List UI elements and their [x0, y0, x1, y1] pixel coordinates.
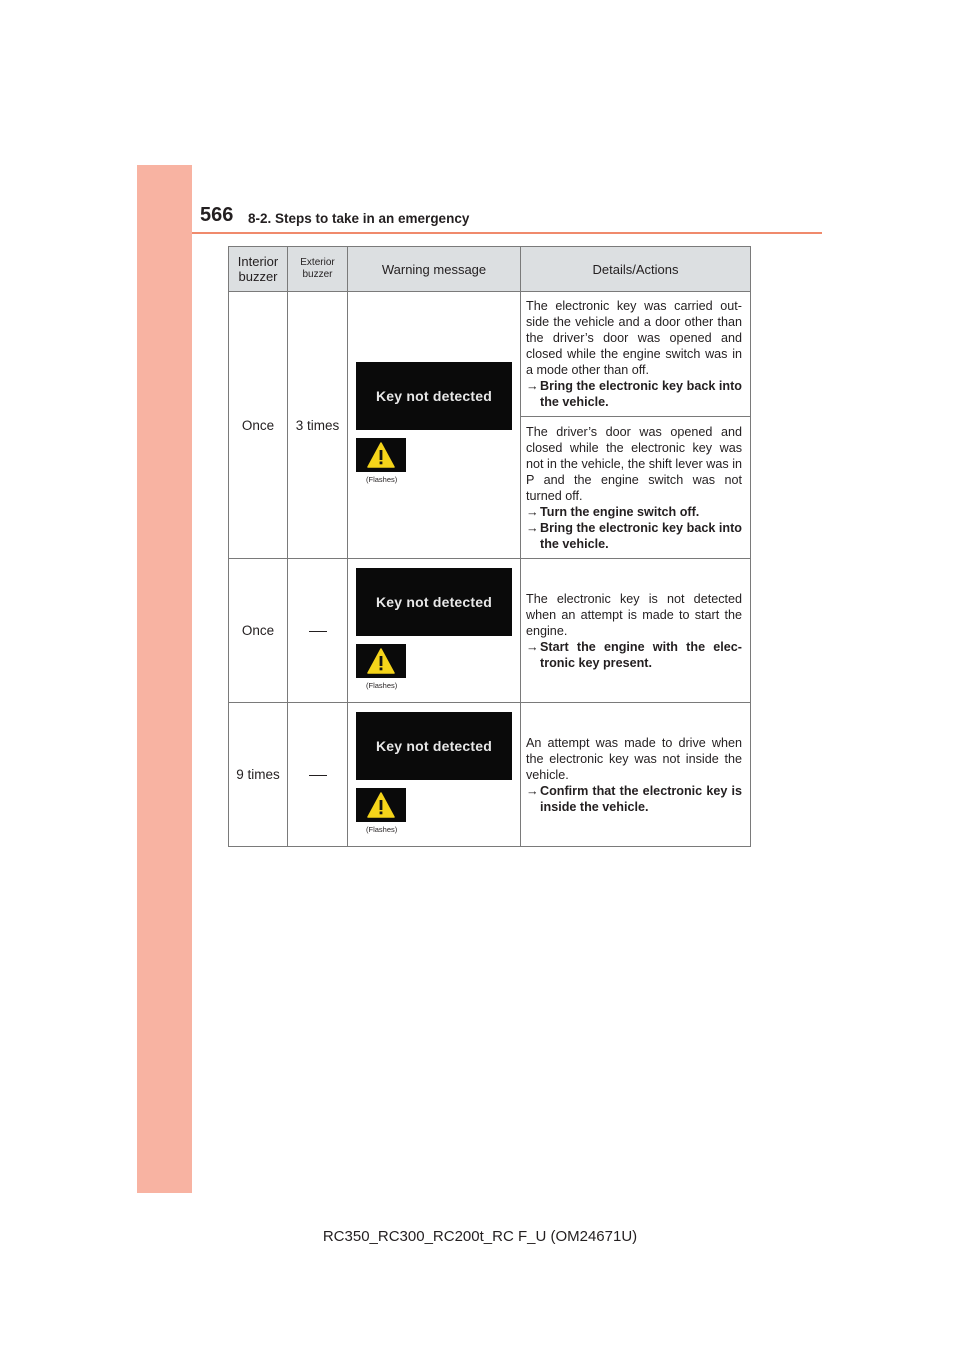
- detail-text: The electronic key is not detected when an attempt is made to start the engine.: [526, 591, 742, 638]
- table-row: [229, 703, 751, 847]
- model-code-footer: RC350_RC300_RC200t_RC F_U (OM24671U): [322, 1228, 638, 1245]
- detail-cell: [521, 703, 751, 847]
- col-exterior-buzzer: Exterior buzzer: [288, 247, 348, 292]
- arrow-icon: →: [526, 379, 539, 393]
- action-item: [526, 520, 742, 552]
- arrow-icon: →: [526, 639, 539, 654]
- table-row: [229, 559, 751, 703]
- warning-triangle-icon: [356, 438, 406, 472]
- section-title: 8-2. Steps to take in an emergency: [248, 211, 470, 226]
- col-interior-buzzer: Interior buzzer: [229, 247, 288, 292]
- detail-cell: [521, 417, 751, 559]
- key-not-detected-screen: Key not detected: [356, 568, 512, 636]
- no-buzzer-dash: [309, 775, 327, 776]
- action-item: [526, 639, 742, 671]
- key-not-detected-screen: Key not detected: [356, 712, 512, 780]
- flashes-label: (Flashes): [366, 680, 398, 690]
- warning-message-cell: [348, 703, 521, 847]
- arrow-icon: →: [526, 504, 539, 519]
- warning-display: [356, 712, 512, 838]
- warning-message-cell: [348, 292, 521, 559]
- col-warning-message: Warning message: [348, 247, 521, 292]
- arrow-icon: →: [526, 520, 539, 535]
- action-item: [526, 783, 742, 815]
- action-text: Turn the engine switch off.: [540, 504, 700, 519]
- warning-display: [356, 568, 512, 694]
- warning-table: [228, 246, 751, 847]
- chapter-side-tab: [137, 165, 192, 1193]
- table-header-row: [229, 247, 751, 292]
- detail-text: The driver’s door was opened and closed while the electronic key was not in the vehicle, the shift lever was in P and the engine switch was not turned off.: [526, 424, 742, 503]
- action-item: [526, 378, 742, 410]
- key-not-detected-screen: Key not detected: [356, 362, 512, 430]
- warning-display: [356, 362, 512, 488]
- action-text: Start the engine with the elec-tronic key present.: [540, 639, 742, 670]
- table-row: [229, 292, 751, 417]
- exterior-buzzer-cell: 3 times: [288, 292, 348, 559]
- exterior-buzzer-cell: [288, 703, 348, 847]
- page-header: [200, 200, 822, 236]
- warning-triangle-icon: [356, 644, 406, 678]
- action-text: Bring the electronic key back into the vehicle.: [540, 520, 742, 551]
- exterior-buzzer-cell: [288, 559, 348, 703]
- no-buzzer-dash: [309, 631, 327, 632]
- action-text: Confirm that the electronic key is inside the vehicle.: [540, 783, 742, 814]
- warning-message-cell: [348, 559, 521, 703]
- interior-buzzer-cell: Once: [229, 559, 288, 703]
- col-details-actions: Details/Actions: [521, 247, 751, 292]
- page-number: 566: [200, 204, 234, 226]
- warning-triangle-icon: [356, 788, 406, 822]
- interior-buzzer-cell: Once: [229, 292, 288, 559]
- detail-cell: [521, 559, 751, 703]
- detail-cell: [521, 292, 751, 417]
- flashes-label: (Flashes): [366, 824, 398, 834]
- detail-text: The electronic key was carried out-side the vehicle and a door other than the driver’s door was opened and closed while the engine switch was in a mode other than off.: [526, 299, 742, 377]
- detail-text: An attempt was made to drive when the electronic key was not inside the vehicle.: [526, 735, 742, 782]
- header-rule: [192, 232, 822, 234]
- interior-buzzer-cell: 9 times: [229, 703, 288, 847]
- arrow-icon: →: [526, 783, 539, 798]
- action-text: Bring the electronic key back into the vehicle.: [540, 379, 742, 409]
- flashes-label: (Flashes): [366, 475, 398, 484]
- action-item: [526, 504, 742, 520]
